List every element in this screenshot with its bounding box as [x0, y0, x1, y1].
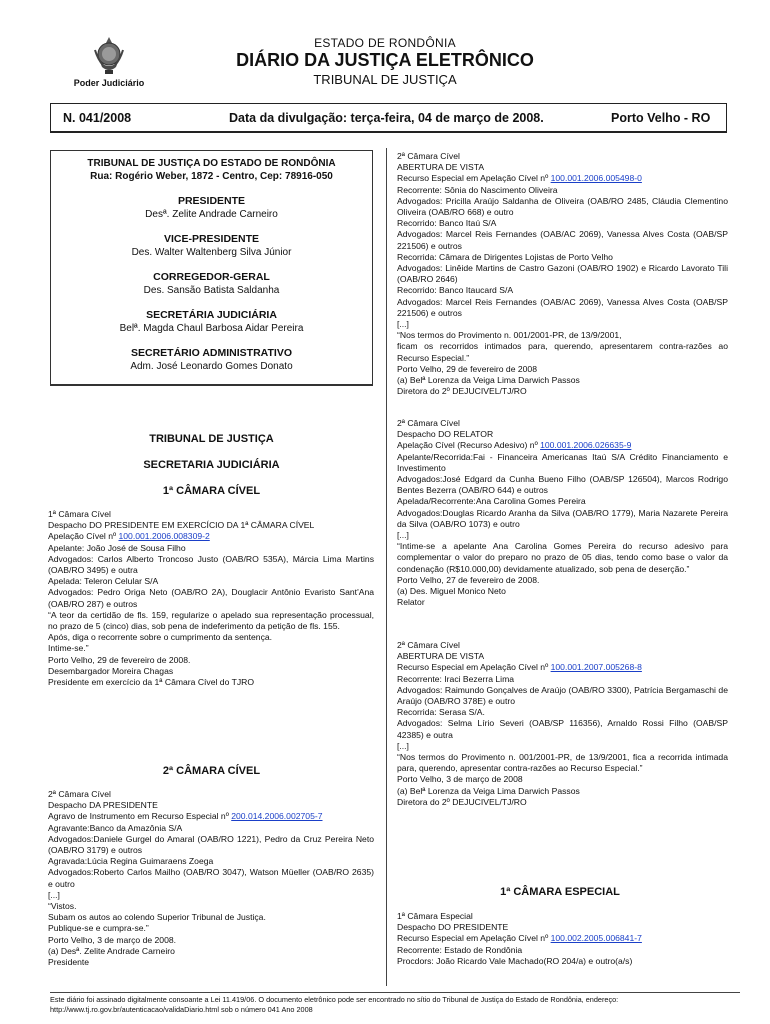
notice-block	[397, 911, 728, 967]
notice-line: Porto Velho, 27 de fevereiro de 2008.	[397, 574, 540, 585]
section-heading: TRIBUNAL DE JUSTIÇA	[149, 433, 274, 445]
court-officials-box	[50, 150, 373, 386]
notice-line: Porto Velho, 29 de fevereiro de 2008.	[48, 654, 191, 665]
notice-block	[397, 640, 728, 808]
official-entry	[51, 309, 372, 335]
page-footer	[50, 992, 740, 1014]
notice-line: Recurso Especial em Apelação Cível nº 100.002.2005.006841-7	[397, 933, 642, 944]
notice-line: Advogados: Marcel Reis Fernandes (OAB/AC 2069), Vanessa Alves Costa (OAB/SP 221506) e outros	[397, 296, 728, 318]
notice-line: Após, diga o recorrente sobre o cumprimento da sentença.	[48, 632, 273, 643]
notice-line: Diretora do 2º DEJUCIVEL/TJ/RO	[397, 386, 527, 397]
section-heading: 2ª CÂMARA CÍVEL	[162, 765, 261, 777]
notice-line: Apelação Cível (Recurso Adesivo) nº 100.001.2006.026635-9	[397, 440, 632, 451]
notice-line: 2ª Câmara Cível	[48, 789, 111, 799]
notice-line: Apelada: Teleron Celular S/A	[48, 576, 159, 587]
notice-line: (a) Desª. Zelite Andrade Carneiro	[48, 945, 175, 956]
notice-line: Advogados:Roberto Carlos Mailho (OAB/RO 3047), Watson Müeller (OAB/RO 2635) e outro	[48, 867, 374, 889]
crest-label: Poder Judiciário	[73, 78, 145, 88]
notice-line: Recorrida: Câmara de Dirigentes Lojistas de Porto Velho	[397, 251, 613, 262]
case-number-link[interactable]: 100.002.2005.006841-7	[550, 933, 642, 944]
column-divider	[386, 148, 387, 986]
official-title: SECRETÁRIA JUDICIÁRIA	[146, 309, 277, 321]
case-number-link[interactable]: 100.001.2006.008309-2	[118, 531, 210, 542]
notice-line: Despacho DO PRESIDENTE	[397, 922, 509, 933]
notice-line: Despacho DO PRESIDENTE EM EXERCÍCIO DA 1ª CÂMARA CÍVEL	[48, 520, 315, 531]
notice-line: Presidente em exercício da 1ª Câmara Cível do TJRO	[48, 677, 255, 688]
notice-line: Recorrente: Sônia do Nascimento Oliveira	[397, 184, 558, 195]
official-name: Adm. José Leonardo Gomes Donato	[130, 361, 293, 372]
notice-line: Recorrido: Banco Itaú S/A	[397, 218, 497, 229]
publication-date: Data da divulgação: terça-feira, 04 de março de 2008.	[229, 111, 544, 125]
notice-line: Agravo de Instrumento em Recurso Especial nº 200.014.2006.002705-7	[48, 811, 323, 822]
official-name: Des. Sansão Batista Saldanha	[143, 285, 280, 296]
notice-line: 2ª Câmara Cível	[397, 640, 460, 650]
journal-title: DIÁRIO DA JUSTIÇA ELETRÔNICO	[236, 50, 534, 70]
official-name: Desª. Zelite Andrade Carneiro	[145, 209, 278, 220]
section-heading: 1ª CÂMARA CÍVEL	[162, 485, 261, 497]
notice-line: Advogados: Pedro Origa Neto (OAB/RO 2A), Douglacir Antônio Evaristo Sant'Ana (OAB/RO 287) e outros	[48, 587, 374, 609]
notice-line: Desembargador Moreira Chagas	[48, 665, 174, 676]
notice-line: 2ª Câmara Cível	[397, 418, 460, 428]
masthead	[0, 0, 770, 100]
notice-line: Advogados: Linêide Martins de Castro Gazoni (OAB/RO 1902) e Ricardo Lavorato Tili (OAB/RO 2646)	[397, 263, 728, 285]
official-title: SECRETÁRIO ADMINISTRATIVO	[130, 347, 292, 359]
notice-line: Apelante: João José de Sousa Filho	[48, 542, 186, 553]
court-org-name: TRIBUNAL DE JUSTIÇA DO ESTADO DE RONDÔNIA	[87, 158, 336, 169]
notice-line: 2ª Câmara Cível	[397, 151, 460, 161]
notice-line: (a) Belª Lorenza da Veiga Lima Darwich Passos	[397, 785, 580, 796]
notice-block	[48, 789, 374, 968]
official-title: CORREGEDOR-GERAL	[153, 271, 270, 283]
court-address: Rua: Rogério Weber, 1872 - Centro, Cep: 78916-050	[90, 171, 333, 182]
notice-line: “Vistos.	[48, 901, 77, 912]
notice-line: Recorrido: Banco Itaucard S/A	[397, 285, 514, 296]
notice-line: Apelação Cível nº 100.001.2006.008309-2	[48, 531, 210, 542]
notice-block	[397, 151, 728, 397]
section-heading: 1ª CÂMARA ESPECIAL	[500, 886, 620, 898]
notice-line: Diretora do 2º DEJUCIVEL/TJ/RO	[397, 796, 527, 807]
notice-line: [...]	[397, 740, 409, 751]
court-name: TRIBUNAL DE JUSTIÇA	[313, 72, 457, 87]
notice-line: “Nos termos do Provimento n. 001/2001-PR, de 13/9/2001,	[397, 330, 622, 341]
official-entry	[51, 233, 372, 259]
notice-line: Porto Velho, 3 de março de 2008.	[48, 934, 177, 945]
notice-line: Apelada/Recorrente:Ana Carolina Gomes Pereira	[397, 496, 586, 507]
notice-line: “A teor da certidão de fls. 159, regularize o apelado sua representação processual, no prazo de 5 (cinco) dias, sob pena de indeferimento da petição de fls. 155.	[48, 609, 374, 632]
official-entry	[51, 347, 372, 373]
notice-line: [...]	[397, 530, 409, 541]
notice-line: ABERTURA DE VISTA	[397, 162, 485, 173]
notice-line: (a) Belª Lorenza da Veiga Lima Darwich Passos	[397, 375, 580, 386]
case-number-link[interactable]: 100.001.2006.005498-0	[550, 173, 642, 184]
official-name: Belª. Magda Chaul Barbosa Aidar Pereira	[119, 323, 304, 334]
notice-line: 1ª Câmara Especial	[397, 911, 473, 921]
notice-line: (a) Des. Miguel Monico Neto	[397, 586, 506, 597]
notice-line: Advogados:Daniele Gurgel do Amaral (OAB/RO 1221), Pedro da Cruz Pereira Neto (OAB/RO 3179) e outros	[48, 833, 374, 856]
notice-line: Advogados: Raimundo Gonçalves de Araújo (OAB/RO 3300), Patrícia Bergamaschi de Araújo (OAB/RO 378E) e outro	[397, 684, 728, 707]
notice-line: 1ª Câmara Cível	[48, 509, 111, 519]
section-heading: SECRETARIA JUDICIÁRIA	[143, 459, 280, 471]
notice-line: Apelante/Recorrida:Fai - Financeira Americanas Itaú S/A Crédito Financiamento e Investimento	[397, 451, 728, 473]
notice-line: [...]	[397, 319, 409, 330]
notice-line: Publique-se e cumpra-se.”	[48, 923, 149, 934]
notice-line: Advogados: Carlos Alberto Troncoso Justo (OAB/RO 535A), Márcia Lima Martins (OAB/RO 3495) e outra	[48, 553, 374, 576]
notice-line: “Intime-se a apelante Ana Carolina Gomes Pereira do recurso adesivo para complementar o valor do preparo no prazo de 05 dias, tendo como base o valor da condenação (R$10.000,00) devidamente atualizado, sob pena de deserção.”	[397, 541, 728, 574]
official-title: VICE-PRESIDENTE	[163, 233, 260, 245]
official-entry	[51, 195, 372, 221]
notice-line: Recorrida: Serasa S/A.	[397, 707, 485, 718]
notice-line: ficam os recorridos intimados para, querendo, apresentarem contra-razões ao Recurso Especial.”	[397, 341, 728, 363]
notice-line: Presidente	[48, 957, 90, 968]
signature-notice: Este diário foi assinado digitalmente consoante a Lei 11.419/06. O documento eletrônico pode ser encontrado no sítio do Tribunal de Justiça do Estado de Rondônia, endereço:	[50, 995, 619, 1004]
notice-line: Despacho DA PRESIDENTE	[48, 800, 158, 811]
notice-block	[397, 418, 728, 608]
notice-line: Advogados: Pricilla Araújo Saldanha de Oliveira (OAB/RO 2485, Cláudia Clementino Oliveira (OAB/RO 668) e outro	[397, 195, 728, 218]
notice-line: [...]	[48, 889, 60, 900]
publication-place: Porto Velho - RO	[611, 111, 711, 125]
notice-line: Procdors: João Ricardo Vale Machado(RO 204/a) e outro(a/s)	[397, 955, 633, 966]
case-number-link[interactable]: 100.001.2006.026635-9	[540, 440, 632, 451]
notice-line: Advogados: Marcel Reis Fernandes (OAB/AC 2069), Vanessa Alves Costa (OAB/SP 221506) e outros	[397, 229, 728, 251]
official-entry	[51, 271, 372, 297]
notice-line: “Nos termos do Provimento n. 001/2001-PR, de 13/9/2001, fica a recorrida intimada para, querendo, apresentar contra-razões ao Recurso Especial.”	[397, 752, 728, 774]
notice-line: Porto Velho, 3 de março de 2008	[397, 774, 523, 785]
notice-line: Agravada:Lúcia Regina Guimaraens Zoega	[48, 856, 214, 867]
notice-line: Porto Velho, 29 de fevereiro de 2008	[397, 363, 537, 374]
notice-line: Subam os autos ao colendo Superior Tribunal de Justiça.	[48, 912, 266, 923]
official-title: PRESIDENTE	[177, 195, 246, 207]
case-number-link[interactable]: 100.001.2007.005268-8	[550, 662, 642, 673]
notice-line: Relator	[397, 597, 425, 608]
state-name: ESTADO DE RONDÔNIA	[314, 36, 456, 50]
notice-line: Agravante:Banco da Amazônia S/A	[48, 822, 183, 833]
issue-info-bar	[50, 103, 727, 133]
notice-block	[48, 509, 374, 688]
notice-line: Recurso Especial em Apelação Cível nº 100.001.2006.005498-0	[397, 173, 642, 184]
issue-number: N. 041/2008	[63, 111, 132, 125]
notice-line: Recurso Especial em Apelação Cível nº 100.001.2007.005268-8	[397, 662, 642, 673]
notice-line: Intime-se.”	[48, 643, 89, 654]
notice-line: Advogados: Selma Lírio Severi (OAB/SP 116356), Arnaldo Rossi Filho (OAB/SP 42385) e outra	[397, 718, 728, 740]
case-number-link[interactable]: 200.014.2006.002705-7	[231, 811, 323, 822]
validation-url[interactable]: http://www.tj.ro.gov.br/autenticacao/validaDiario.html sob o número 041 Ano 2008	[50, 1004, 313, 1014]
notice-line: Recorrente: Iraci Bezerra Lima	[397, 673, 515, 684]
notice-line: Advogados:Douglas Ricardo Aranha da Silva (OAB/RO 1779), Maria Nazarete Pereira da Silva (OAB/RO 1073) e outro	[397, 507, 728, 529]
notice-line: Advogados:José Edgard da Cunha Bueno Filho (OAB/SP 126504), Marcos Rodrigo Bentes Bezerra (OAB/RO 644) e outros	[397, 474, 728, 496]
notice-line: ABERTURA DE VISTA	[397, 651, 485, 662]
notice-line: Despacho DO RELATOR	[397, 429, 494, 440]
official-name: Des. Walter Waltenberg Silva Júnior	[131, 247, 292, 258]
notice-line: Recorrente: Estado de Rondônia	[397, 944, 523, 955]
